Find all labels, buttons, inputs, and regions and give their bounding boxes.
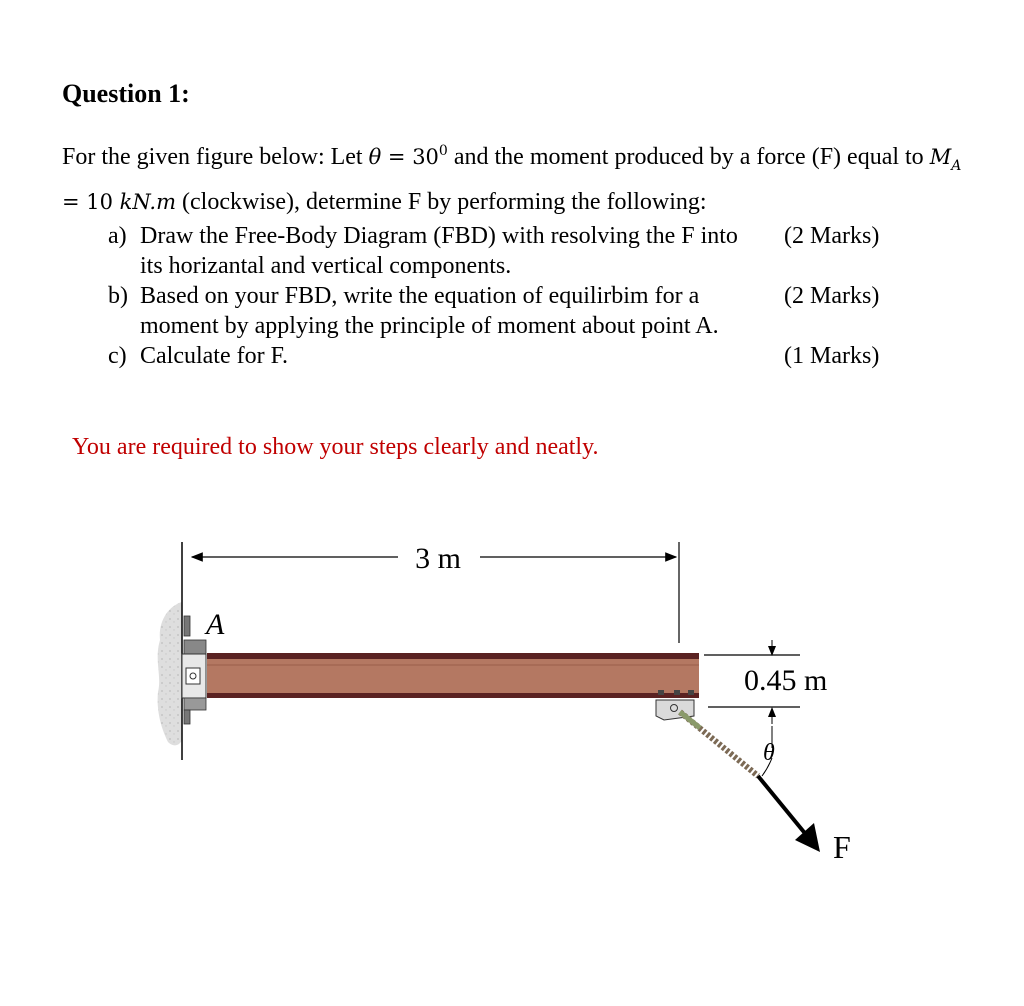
force-label: F: [833, 829, 851, 865]
task-marks: (2 Marks): [784, 223, 880, 249]
wall-support: [158, 602, 182, 745]
theta-symbol: θ: [368, 145, 382, 169]
moment-units: kN.m: [119, 189, 177, 214]
point-a-label: A: [206, 608, 225, 641]
task-letter: c): [108, 343, 127, 369]
span-label: 3 m: [415, 542, 461, 575]
task-letter: b): [108, 283, 128, 309]
moment-subscript: A: [951, 157, 962, 174]
task-item-b: [108, 281, 908, 341]
span-dimension: [192, 542, 679, 643]
task-list: [108, 221, 908, 371]
offset-label: 0.45 m: [744, 664, 828, 697]
intro-part-2: and the moment produced by a force (F) equal to: [447, 144, 930, 170]
question-heading: Question 1:: [62, 79, 190, 108]
task-marks: (2 Marks): [784, 283, 880, 309]
wall-bracket: [182, 616, 206, 724]
task-text: Calculate for F.: [140, 343, 289, 369]
task-marks: (1 Marks): [784, 343, 880, 369]
task-text: Draw the Free-Body Diagram (FBD) with resolving the F into its horizantal and vertical components.: [140, 223, 738, 279]
angle-value: = 30: [381, 145, 439, 169]
beam-figure: [0, 520, 1024, 900]
angle-label: θ: [763, 740, 775, 766]
force-arrow: [758, 776, 808, 837]
task-letter: a): [108, 223, 127, 249]
intro-part-1: For the given figure below: Let: [62, 144, 369, 170]
beam: [207, 653, 699, 698]
task-text: Based on your FBD, write the equation of equilirbim for a moment by applying the principle of moment about point A.: [140, 283, 719, 339]
offset-dimension: [704, 640, 827, 724]
task-item-a: [108, 221, 908, 281]
degree-superscript: 0: [438, 143, 448, 159]
moment-symbol: M: [929, 145, 952, 169]
question-intro: [62, 133, 962, 220]
intro-part-3: (clockwise), determine F by performing the following:: [176, 188, 707, 215]
moment-value: = 10: [62, 189, 120, 214]
requirement-note: You are required to show your steps clearly and neatly.: [72, 434, 599, 460]
task-item-c: [108, 341, 908, 371]
